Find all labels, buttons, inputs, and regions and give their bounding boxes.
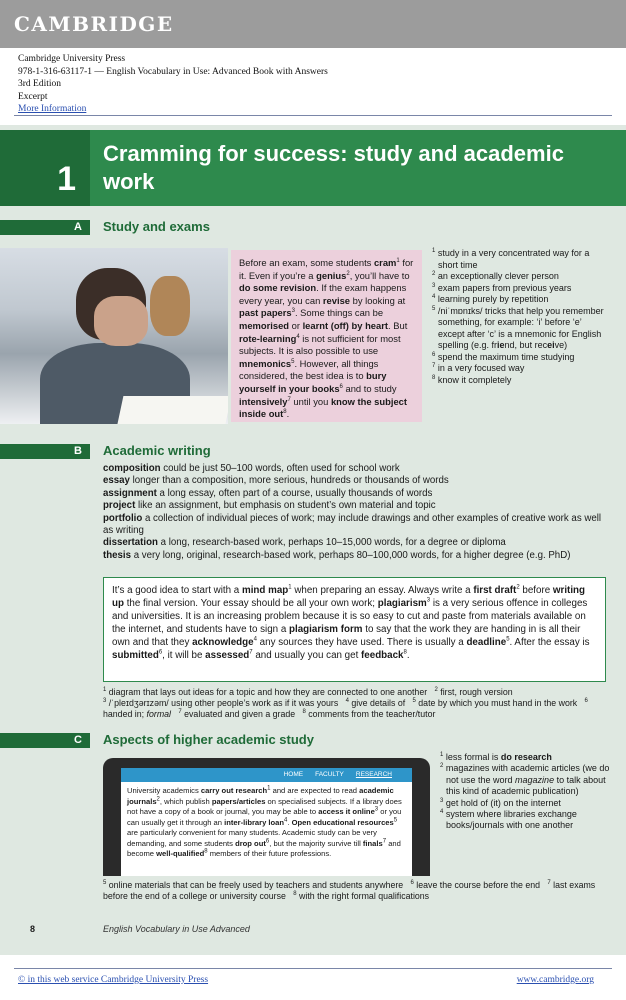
section-b-title: Academic writing	[103, 443, 211, 458]
section-b-marker: B	[0, 444, 90, 459]
students-exam-photo	[0, 248, 228, 424]
writing-glossary: composition could be just 50–100 words, often used for school work essay longer than a composition, more serious, hundreds or thousands of words assignment a long essay, often part of a course, usually thousands of words project like an assignment, but emphasis on student’s own material and topic portfolio a collection of individual pieces of work; may include drawings and other examples of creative work as well as writing dissertation a long, research-based work, perhaps 10–15,000 words, for a degree or diploma thesis a very long, original, research-based work, perhaps 80–100,000 words, for a higher degree (e.g. PhD)	[103, 463, 602, 561]
isbn-line: 978-1-316-63117-1 — English Vocabulary in Use: Advanced Book with Answers	[18, 66, 328, 77]
chapter-title: Cramming for success: study and academic work	[103, 141, 564, 194]
nav-faculty[interactable]: FACULTY	[315, 771, 344, 778]
publisher-line: Cambridge University Press	[18, 54, 126, 64]
section-c-text: University academics carry out research$^1$ and are expected to read academic journals$^2$, which publish papers/articles on specialised subjects. If a library does not have a copy of a book or journal, you may be able to access it online$^3$ or you can usually get it through an inter-library loan$^4$. Open educational resources$^5$ are particularly convenient for many students. Academic study can be very demanding, and some students drop out$^6$, but the majority survive till finals$^7$ and become well-qualified$^8$ members of their future professions.	[127, 785, 402, 858]
nav-home[interactable]: HOME	[283, 771, 304, 778]
website-link[interactable]: www.cambridge.org	[516, 975, 594, 985]
section-b-text-box: It’s a good idea to start with a mind map$^1$ when preparing an essay. Always write a first draft$^2$ before writing up the final version. Your essay should be all your own work; plagiarism$^3$ is a very serious offence in colleges and universities. It is an increasing problem because it is so easy to cut and paste from materials available on the internet, and students have to sign a plagiarism form to say that the work they are handing in is all their own and that they acknowledge$^4$ any sources they have used. There is usually a deadline$^5$. After the essay is submitted$^6$, it will be assessed$^7$ and usually you can get feedback$^8$.	[103, 577, 606, 682]
section-a-title: Study and exams	[103, 219, 210, 234]
website-nav	[121, 768, 412, 782]
section-c-footnotes: $^1$ less formal is do research $^2$ magazines with academic articles (we do not use the word magazine to talk about this kind of academic publication) $^3$ get hold of (it) on the internet $^4$ system where libraries exchange books/journals with one another	[440, 752, 610, 831]
nav-research[interactable]: RESEARCH	[355, 771, 392, 778]
running-book-title: English Vocabulary in Use Advanced	[103, 924, 250, 934]
excerpt-line: Excerpt	[18, 91, 48, 102]
section-c-title: Aspects of higher academic study	[103, 732, 314, 747]
section-a-text-box: Before an exam, some students cram$^1$ for it. Even if you’re a genius$^2$, you’ll have to do some revision. If the exam happens every year, you can revise by looking at past papers$^3$. Some things can be memorised or learnt (off) by heart. But rote-learning$^4$ is not sufficient for most subjects. It is also possible to use mnemonics$^5$. However, all things considered, the best idea is to bury yourself in your books$^6$ and to study intensively$^7$ until you know the subject inside out$^8$.	[231, 250, 422, 422]
chapter-number: 1	[0, 130, 90, 206]
tablet-illustration	[103, 758, 430, 876]
page-number: 8	[30, 924, 36, 934]
cambridge-logo: CAMBRIDGE	[14, 12, 174, 36]
section-a-marker: A	[0, 220, 90, 235]
tablet-screen	[121, 768, 412, 876]
section-b-footnotes: $^1$ diagram that lays out ideas for a topic and how they are connected to one another $^2$ first, rough version $^3$ /ˈpleɪdʒərɪzəm/ using other people’s work as if it was yours $^4$ give details of $^5$ date by which you must hand in the work $^6$ handed in; formal $^7$ evaluated and given a grade $^8$ comments from the teacher/tutor	[103, 687, 588, 719]
cambridge-header-bar	[0, 0, 626, 48]
footer-divider	[14, 968, 612, 969]
header-divider	[14, 115, 612, 116]
section-c-footnotes-bottom: $^5$ online materials that can be freely used by teachers and students anywhere $^6$ leave the course before the end $^7$ last exams before the end of a college or university course $^8$ with the right formal qualifications	[103, 880, 596, 901]
section-a-footnotes: $^1$ study in a very concentrated way for a short time $^2$ an exceptionally clever person $^3$ exam papers from previous years $^4$ learning purely by repetition $^5$ /niˈmɒnɪks/ tricks that help you remember something, for example: ‘i’ before ‘e’ except after ‘c’ is a mnemonic for English spelling (e.g. friend, but receive) $^6$ spend the maximum time studying $^7$ in a very focused way $^8$ know it completely	[432, 248, 604, 385]
more-information-link[interactable]: More Information	[18, 104, 87, 114]
copyright-link[interactable]: © in this web service Cambridge University Press	[18, 975, 209, 985]
edition-line: 3rd Edition	[18, 79, 62, 89]
section-c-marker: C	[0, 733, 90, 748]
book-metadata	[18, 53, 328, 116]
chapter-banner	[0, 130, 626, 206]
